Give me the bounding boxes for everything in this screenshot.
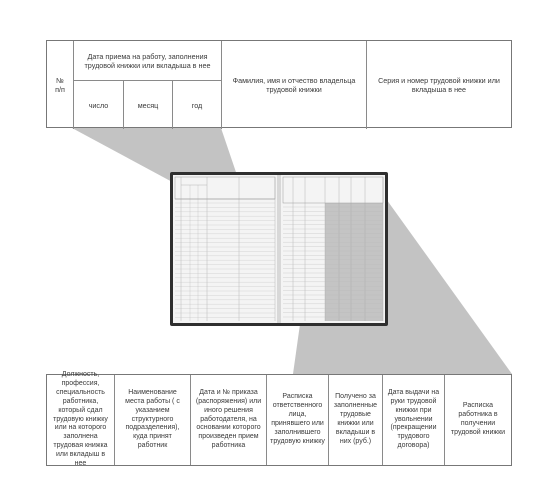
journal-book <box>170 172 388 326</box>
column-responsible-receipt-header: Расписка ответственного лица, принявшего или заполнившего трудовую книжку <box>267 375 329 465</box>
right-page-grid <box>281 175 385 323</box>
column-workplace-header: Наименование места работы ( с указанием структурного подразделения), куда принят работник <box>115 375 191 465</box>
column-month-header: месяц <box>124 81 173 129</box>
column-number-header: № п/п <box>47 41 74 129</box>
column-date-header: Дата приема на работу, заполнения трудовой книжки или вкладыша в нее <box>74 41 222 81</box>
bottom-table-header <box>46 370 512 468</box>
column-employee-receipt-header: Расписка работника в получении трудовой книжки <box>450 402 506 436</box>
column-order-date-header: Дата и № приказа (распоряжения) или иного решения работодателя, на основании которого произведен прием работника <box>191 375 267 465</box>
book-right-page <box>281 175 385 323</box>
column-payment-header: Получено за заполненные трудовые книжки или вкладыши в них (руб.) <box>329 375 383 465</box>
column-day-header: число <box>74 81 124 129</box>
column-owner-name-header: Фамилия, имя и отчество владельца трудовой книжки <box>222 41 367 129</box>
column-position-header: Должность, профессия, специальность работника, который сдал трудовую книжку или на которого заполнена трудовая книжка или вкладыш в нее <box>47 375 115 465</box>
book-left-page <box>173 175 277 323</box>
column-issue-date-header: Дата выдачи на руки трудовой книжки при увольнении (прекращении трудового договора) <box>383 375 445 465</box>
top-table-header <box>46 40 512 128</box>
column-year-header: год <box>173 81 222 129</box>
left-page-grid <box>173 175 277 323</box>
right-page-shaded-area <box>325 203 383 321</box>
column-series-number-header: Серия и номер трудовой книжки или вкладыша в нее <box>378 76 500 94</box>
